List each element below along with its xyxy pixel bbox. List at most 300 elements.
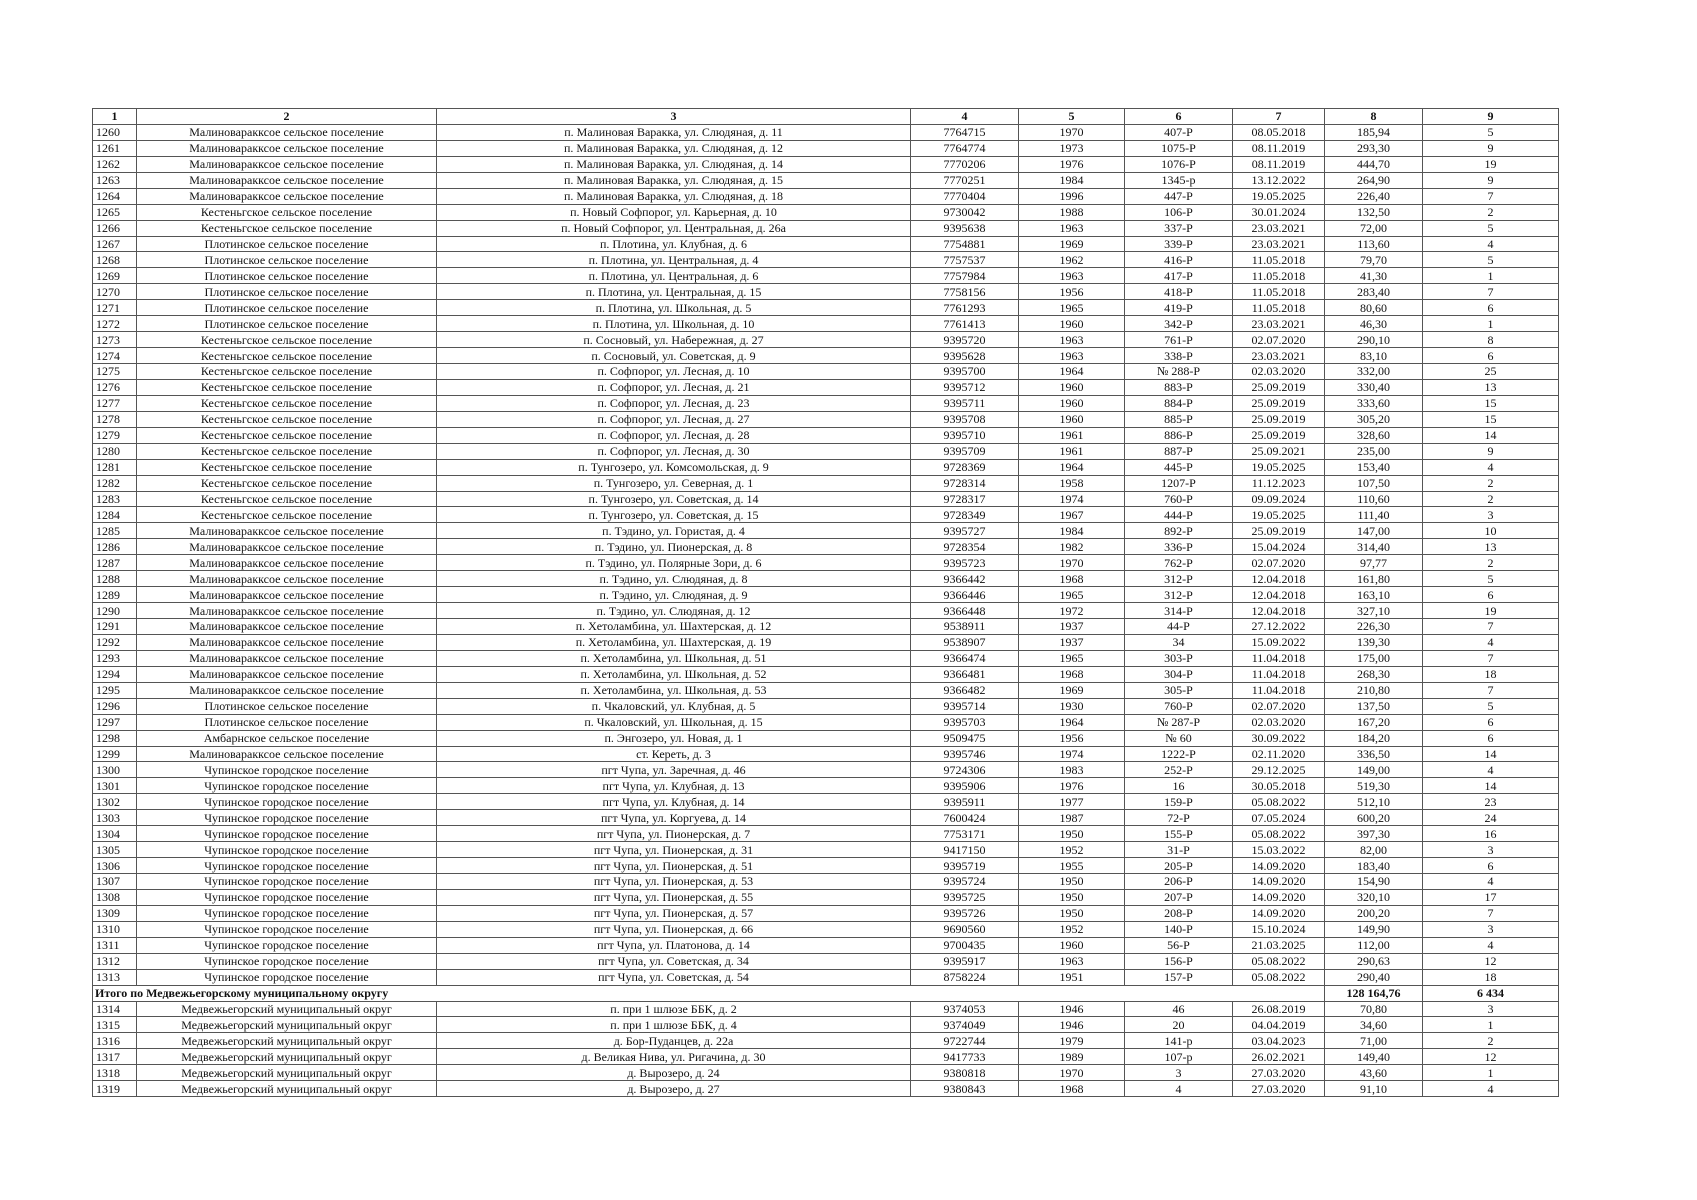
table-cell-col-9: 25 bbox=[1423, 364, 1559, 380]
table-cell-col-4: 7770404 bbox=[911, 188, 1019, 204]
table-cell-col-2: Кестеньгское сельское поселение bbox=[137, 491, 437, 507]
table-cell-col-1: 1269 bbox=[93, 268, 137, 284]
table-cell-col-8: 34,60 bbox=[1325, 1017, 1423, 1033]
table-cell-col-3: п. Тунгозеро, ул. Советская, д. 15 bbox=[437, 507, 911, 523]
table-cell-col-7: 11.04.2018 bbox=[1233, 682, 1325, 698]
table-cell-col-3: п. при 1 шлюзе ББК, д. 2 bbox=[437, 1001, 911, 1017]
table-cell-col-9: 5 bbox=[1423, 124, 1559, 140]
table-row bbox=[93, 459, 1559, 475]
table-cell-col-6: 760-Р bbox=[1125, 491, 1233, 507]
table-cell-col-2: Малиноваракксое сельское поселение bbox=[137, 634, 437, 650]
table-cell-col-9: 7 bbox=[1423, 682, 1559, 698]
table-row bbox=[93, 650, 1559, 666]
table-cell-col-8: 512,10 bbox=[1325, 794, 1423, 810]
table-cell-col-3: пгт Чупа, ул. Коргуева, д. 14 bbox=[437, 810, 911, 826]
table-cell-col-5: 1950 bbox=[1019, 874, 1125, 890]
total-blank-cell bbox=[1019, 985, 1125, 1001]
table-cell-col-1: 1299 bbox=[93, 746, 137, 762]
table-cell-col-3: пгт Чупа, ул. Пионерская, д. 57 bbox=[437, 905, 911, 921]
table-cell-col-6: 886-Р bbox=[1125, 427, 1233, 443]
table-row bbox=[93, 571, 1559, 587]
table-cell-col-9: 13 bbox=[1423, 539, 1559, 555]
table-cell-col-6: 418-Р bbox=[1125, 284, 1233, 300]
table-cell-col-7: 12.04.2018 bbox=[1233, 587, 1325, 603]
total-count: 6 434 bbox=[1423, 985, 1559, 1001]
table-cell-col-2: Малиноваракксое сельское поселение bbox=[137, 156, 437, 172]
table-row bbox=[93, 619, 1559, 635]
table-cell-col-4: 9395720 bbox=[911, 332, 1019, 348]
table-cell-col-4: 9395726 bbox=[911, 905, 1019, 921]
table-cell-col-5: 1930 bbox=[1019, 698, 1125, 714]
table-cell-col-4: 9366481 bbox=[911, 666, 1019, 682]
table-cell-col-6: 159-Р bbox=[1125, 794, 1233, 810]
table-cell-col-3: пгт Чупа, ул. Советская, д. 34 bbox=[437, 953, 911, 969]
table-cell-col-2: Медвежьегорский муниципальный округ bbox=[137, 1001, 437, 1017]
table-cell-col-7: 21.03.2025 bbox=[1233, 937, 1325, 953]
table-cell-col-2: Чупинское городское поселение bbox=[137, 874, 437, 890]
table-cell-col-8: 305,20 bbox=[1325, 411, 1423, 427]
table-cell-col-7: 09.09.2024 bbox=[1233, 491, 1325, 507]
table-cell-col-5: 1963 bbox=[1019, 953, 1125, 969]
table-cell-col-6: 44-Р bbox=[1125, 619, 1233, 635]
table-cell-col-7: 30.01.2024 bbox=[1233, 204, 1325, 220]
table-cell-col-9: 4 bbox=[1423, 874, 1559, 890]
table-cell-col-1: 1285 bbox=[93, 523, 137, 539]
table-cell-col-8: 111,40 bbox=[1325, 507, 1423, 523]
table-cell-col-2: Медвежьегорский муниципальный округ bbox=[137, 1033, 437, 1049]
table-cell-col-5: 1962 bbox=[1019, 252, 1125, 268]
table-cell-col-4: 9395719 bbox=[911, 858, 1019, 874]
table-cell-col-9: 17 bbox=[1423, 889, 1559, 905]
table-cell-col-3: п. Тэдино, ул. Слюдяная, д. 9 bbox=[437, 587, 911, 603]
table-cell-col-6: 314-Р bbox=[1125, 603, 1233, 619]
table-cell-col-1: 1318 bbox=[93, 1065, 137, 1081]
table-cell-col-3: п. Малиновая Варакка, ул. Слюдяная, д. 14 bbox=[437, 156, 911, 172]
header-cell: 5 bbox=[1019, 109, 1125, 125]
table-cell-col-1: 1288 bbox=[93, 571, 137, 587]
table-cell-col-5: 1970 bbox=[1019, 1065, 1125, 1081]
table-cell-col-8: 91,10 bbox=[1325, 1081, 1423, 1097]
table-cell-col-9: 15 bbox=[1423, 411, 1559, 427]
table-row bbox=[93, 810, 1559, 826]
table-cell-col-2: Медвежьегорский муниципальный округ bbox=[137, 1049, 437, 1065]
table-row bbox=[93, 539, 1559, 555]
table-cell-col-9: 1 bbox=[1423, 316, 1559, 332]
table-cell-col-2: Медвежьегорский муниципальный округ bbox=[137, 1065, 437, 1081]
table-cell-col-6: 157-Р bbox=[1125, 969, 1233, 985]
table-cell-col-7: 02.11.2020 bbox=[1233, 746, 1325, 762]
table-row bbox=[93, 443, 1559, 459]
table-cell-col-9: 2 bbox=[1423, 475, 1559, 491]
table-cell-col-5: 1956 bbox=[1019, 730, 1125, 746]
table-cell-col-5: 1950 bbox=[1019, 905, 1125, 921]
table-cell-col-9: 6 bbox=[1423, 858, 1559, 874]
table-cell-col-7: 11.05.2018 bbox=[1233, 284, 1325, 300]
table-cell-col-2: Чупинское городское поселение bbox=[137, 953, 437, 969]
total-blank-cell bbox=[1233, 985, 1325, 1001]
table-cell-col-2: Плотинское сельское поселение bbox=[137, 268, 437, 284]
table-row bbox=[93, 140, 1559, 156]
table-cell-col-3: п. Новый Софпорог, ул. Центральная, д. 26а bbox=[437, 220, 911, 236]
table-row bbox=[93, 842, 1559, 858]
table-row bbox=[93, 746, 1559, 762]
table-cell-col-4: 9728354 bbox=[911, 539, 1019, 555]
table-cell-col-2: Чупинское городское поселение bbox=[137, 921, 437, 937]
table-cell-col-6: 883-Р bbox=[1125, 379, 1233, 395]
table-cell-col-7: 25.09.2021 bbox=[1233, 443, 1325, 459]
table-cell-col-4: 7761293 bbox=[911, 300, 1019, 316]
table-cell-col-3: п. Тунгозеро, ул. Советская, д. 14 bbox=[437, 491, 911, 507]
table-cell-col-7: 08.11.2019 bbox=[1233, 156, 1325, 172]
table-row bbox=[93, 1033, 1559, 1049]
table-cell-col-4: 9395911 bbox=[911, 794, 1019, 810]
table-cell-col-6: 885-Р bbox=[1125, 411, 1233, 427]
table-cell-col-1: 1261 bbox=[93, 140, 137, 156]
table-cell-col-3: д. Бор-Пуданцев, д. 22а bbox=[437, 1033, 911, 1049]
table-cell-col-6: 337-Р bbox=[1125, 220, 1233, 236]
table-cell-col-8: 153,40 bbox=[1325, 459, 1423, 475]
table-cell-col-7: 02.07.2020 bbox=[1233, 698, 1325, 714]
table-cell-col-4: 9395746 bbox=[911, 746, 1019, 762]
table-cell-col-9: 8 bbox=[1423, 332, 1559, 348]
table-cell-col-1: 1276 bbox=[93, 379, 137, 395]
header-row bbox=[93, 109, 1559, 125]
table-cell-col-4: 9395638 bbox=[911, 220, 1019, 236]
table-cell-col-2: Малиноваракксое сельское поселение bbox=[137, 603, 437, 619]
table-cell-col-9: 5 bbox=[1423, 698, 1559, 714]
table-cell-col-5: 1989 bbox=[1019, 1049, 1125, 1065]
table-cell-col-4: 9374049 bbox=[911, 1017, 1019, 1033]
table-cell-col-9: 4 bbox=[1423, 937, 1559, 953]
table-cell-col-5: 1974 bbox=[1019, 746, 1125, 762]
table-cell-col-8: 444,70 bbox=[1325, 156, 1423, 172]
table-cell-col-1: 1312 bbox=[93, 953, 137, 969]
table-cell-col-4: 9395917 bbox=[911, 953, 1019, 969]
table-cell-col-3: п. Хетоламбина, ул. Школьная, д. 52 bbox=[437, 666, 911, 682]
total-row bbox=[93, 985, 1559, 1001]
table-cell-col-8: 327,10 bbox=[1325, 603, 1423, 619]
table-cell-col-6: 304-Р bbox=[1125, 666, 1233, 682]
table-cell-col-1: 1266 bbox=[93, 220, 137, 236]
header-cell: 3 bbox=[437, 109, 911, 125]
table-cell-col-6: 1345-р bbox=[1125, 172, 1233, 188]
table-row bbox=[93, 523, 1559, 539]
table-cell-col-3: п. Новый Софпорог, ул. Карьерная, д. 10 bbox=[437, 204, 911, 220]
table-row bbox=[93, 603, 1559, 619]
table-cell-col-3: п. Софпорог, ул. Лесная, д. 27 bbox=[437, 411, 911, 427]
table-cell-col-7: 05.08.2022 bbox=[1233, 953, 1325, 969]
table-cell-col-3: п. Софпорог, ул. Лесная, д. 10 bbox=[437, 364, 911, 380]
table-cell-col-1: 1302 bbox=[93, 794, 137, 810]
table-cell-col-9: 2 bbox=[1423, 555, 1559, 571]
table-row bbox=[93, 634, 1559, 650]
table-cell-col-9: 19 bbox=[1423, 156, 1559, 172]
table-cell-col-2: Малиноваракксое сельское поселение bbox=[137, 587, 437, 603]
table-cell-col-3: пгт Чупа, ул. Пионерская, д. 51 bbox=[437, 858, 911, 874]
table-row bbox=[93, 172, 1559, 188]
table-cell-col-3: п. Софпорог, ул. Лесная, д. 28 bbox=[437, 427, 911, 443]
table-cell-col-2: Чупинское городское поселение bbox=[137, 842, 437, 858]
table-cell-col-7: 19.05.2025 bbox=[1233, 188, 1325, 204]
table-cell-col-3: п. Тунгозеро, ул. Северная, д. 1 bbox=[437, 475, 911, 491]
table-cell-col-4: 9538911 bbox=[911, 619, 1019, 635]
table-cell-col-7: 25.09.2019 bbox=[1233, 523, 1325, 539]
table-cell-col-6: 884-Р bbox=[1125, 395, 1233, 411]
table-cell-col-8: 147,00 bbox=[1325, 523, 1423, 539]
table-cell-col-3: п. Софпорог, ул. Лесная, д. 23 bbox=[437, 395, 911, 411]
table-cell-col-1: 1263 bbox=[93, 172, 137, 188]
table-cell-col-3: п. Малиновая Варакка, ул. Слюдяная, д. 18 bbox=[437, 188, 911, 204]
table-cell-col-5: 1960 bbox=[1019, 316, 1125, 332]
table-row bbox=[93, 316, 1559, 332]
table-cell-col-5: 1984 bbox=[1019, 523, 1125, 539]
table-cell-col-6: 761-Р bbox=[1125, 332, 1233, 348]
table-cell-col-4: 9395708 bbox=[911, 411, 1019, 427]
table-row bbox=[93, 348, 1559, 364]
table-cell-col-9: 19 bbox=[1423, 603, 1559, 619]
table-cell-col-4: 7764715 bbox=[911, 124, 1019, 140]
table-cell-col-7: 19.05.2025 bbox=[1233, 459, 1325, 475]
table-cell-col-9: 2 bbox=[1423, 204, 1559, 220]
table-cell-col-1: 1317 bbox=[93, 1049, 137, 1065]
header-cell: 4 bbox=[911, 109, 1019, 125]
table-cell-col-5: 1977 bbox=[1019, 794, 1125, 810]
table-cell-col-5: 1967 bbox=[1019, 507, 1125, 523]
table-cell-col-3: пгт Чупа, ул. Пионерская, д. 31 bbox=[437, 842, 911, 858]
table-body-a bbox=[93, 124, 1559, 985]
table-cell-col-1: 1264 bbox=[93, 188, 137, 204]
table-row bbox=[93, 427, 1559, 443]
table-cell-col-9: 2 bbox=[1423, 491, 1559, 507]
table-cell-col-2: Чупинское городское поселение bbox=[137, 762, 437, 778]
table-cell-col-3: п. при 1 шлюзе ББК, д. 4 bbox=[437, 1017, 911, 1033]
header-cell: 2 bbox=[137, 109, 437, 125]
table-cell-col-8: 132,50 bbox=[1325, 204, 1423, 220]
table-cell-col-8: 149,40 bbox=[1325, 1049, 1423, 1065]
table-cell-col-9: 16 bbox=[1423, 826, 1559, 842]
table-cell-col-8: 70,80 bbox=[1325, 1001, 1423, 1017]
table-cell-col-2: Плотинское сельское поселение bbox=[137, 236, 437, 252]
table-cell-col-9: 10 bbox=[1423, 523, 1559, 539]
table-cell-col-9: 5 bbox=[1423, 252, 1559, 268]
table-cell-col-3: пгт Чупа, ул. Пионерская, д. 55 bbox=[437, 889, 911, 905]
table-cell-col-9: 12 bbox=[1423, 1049, 1559, 1065]
table-cell-col-7: 27.03.2020 bbox=[1233, 1081, 1325, 1097]
table-cell-col-5: 1964 bbox=[1019, 714, 1125, 730]
table-cell-col-2: Кестеньгское сельское поселение bbox=[137, 475, 437, 491]
table-cell-col-9: 4 bbox=[1423, 634, 1559, 650]
table-row bbox=[93, 953, 1559, 969]
table-cell-col-4: 9700435 bbox=[911, 937, 1019, 953]
table-cell-col-7: 25.09.2019 bbox=[1233, 427, 1325, 443]
table-cell-col-3: пгт Чупа, ул. Пионерская, д. 53 bbox=[437, 874, 911, 890]
table-cell-col-5: 1946 bbox=[1019, 1001, 1125, 1017]
table-cell-col-9: 12 bbox=[1423, 953, 1559, 969]
table-cell-col-3: пгт Чупа, ул. Клубная, д. 14 bbox=[437, 794, 911, 810]
table-cell-col-4: 9395727 bbox=[911, 523, 1019, 539]
table-cell-col-2: Кестеньгское сельское поселение bbox=[137, 411, 437, 427]
table-cell-col-7: 02.03.2020 bbox=[1233, 364, 1325, 380]
table-cell-col-1: 1306 bbox=[93, 858, 137, 874]
table-cell-col-5: 1976 bbox=[1019, 156, 1125, 172]
table-cell-col-6: 207-Р bbox=[1125, 889, 1233, 905]
table-cell-col-5: 1960 bbox=[1019, 379, 1125, 395]
table-cell-col-1: 1286 bbox=[93, 539, 137, 555]
total-blank-cell bbox=[1125, 985, 1233, 1001]
table-cell-col-9: 18 bbox=[1423, 969, 1559, 985]
table-cell-col-2: Малиноваракксое сельское поселение bbox=[137, 172, 437, 188]
table-cell-col-8: 519,30 bbox=[1325, 778, 1423, 794]
table-cell-col-4: 7757537 bbox=[911, 252, 1019, 268]
table-cell-col-8: 290,10 bbox=[1325, 332, 1423, 348]
table-cell-col-4: 9417150 bbox=[911, 842, 1019, 858]
table-cell-col-6: 312-Р bbox=[1125, 587, 1233, 603]
table-cell-col-8: 175,00 bbox=[1325, 650, 1423, 666]
table-cell-col-6: 1207-Р bbox=[1125, 475, 1233, 491]
table-cell-col-6: 205-Р bbox=[1125, 858, 1233, 874]
table-cell-col-6: 16 bbox=[1125, 778, 1233, 794]
table-cell-col-7: 02.03.2020 bbox=[1233, 714, 1325, 730]
table-cell-col-9: 4 bbox=[1423, 762, 1559, 778]
table-cell-col-5: 1973 bbox=[1019, 140, 1125, 156]
table-cell-col-2: Чупинское городское поселение bbox=[137, 937, 437, 953]
table-row bbox=[93, 507, 1559, 523]
table-row bbox=[93, 794, 1559, 810]
table-cell-col-5: 1963 bbox=[1019, 332, 1125, 348]
table-cell-col-3: д. Вырозеро, д. 27 bbox=[437, 1081, 911, 1097]
table-cell-col-3: п. Тэдино, ул. Пионерская, д. 8 bbox=[437, 539, 911, 555]
table-cell-col-9: 5 bbox=[1423, 220, 1559, 236]
table-cell-col-7: 13.12.2022 bbox=[1233, 172, 1325, 188]
table-cell-col-4: 9728349 bbox=[911, 507, 1019, 523]
table-cell-col-8: 314,40 bbox=[1325, 539, 1423, 555]
table-cell-col-1: 1314 bbox=[93, 1001, 137, 1017]
table-row bbox=[93, 587, 1559, 603]
table-cell-col-4: 9395906 bbox=[911, 778, 1019, 794]
table-cell-col-9: 7 bbox=[1423, 188, 1559, 204]
table-row bbox=[93, 284, 1559, 300]
table-cell-col-3: п. Сосновый, ул. Советская, д. 9 bbox=[437, 348, 911, 364]
table-cell-col-8: 97,77 bbox=[1325, 555, 1423, 571]
table-cell-col-5: 1968 bbox=[1019, 571, 1125, 587]
table-cell-col-5: 1960 bbox=[1019, 395, 1125, 411]
table-cell-col-8: 113,60 bbox=[1325, 236, 1423, 252]
table-cell-col-2: Чупинское городское поселение bbox=[137, 969, 437, 985]
table-cell-col-5: 1963 bbox=[1019, 348, 1125, 364]
table-cell-col-1: 1289 bbox=[93, 587, 137, 603]
table-cell-col-8: 332,00 bbox=[1325, 364, 1423, 380]
table-cell-col-3: п. Чкаловский, ул. Школьная, д. 15 bbox=[437, 714, 911, 730]
table-row bbox=[93, 475, 1559, 491]
table-cell-col-5: 1961 bbox=[1019, 443, 1125, 459]
table-cell-col-3: пгт Чупа, ул. Платонова, д. 14 bbox=[437, 937, 911, 953]
table-cell-col-9: 18 bbox=[1423, 666, 1559, 682]
table-cell-col-1: 1267 bbox=[93, 236, 137, 252]
table-cell-col-6: № 287-Р bbox=[1125, 714, 1233, 730]
header-cell: 1 bbox=[93, 109, 137, 125]
header-cell: 6 bbox=[1125, 109, 1233, 125]
table-cell-col-2: Кестеньгское сельское поселение bbox=[137, 220, 437, 236]
table-cell-col-2: Кестеньгское сельское поселение bbox=[137, 427, 437, 443]
table-cell-col-9: 4 bbox=[1423, 1081, 1559, 1097]
table-row bbox=[93, 937, 1559, 953]
table-cell-col-1: 1319 bbox=[93, 1081, 137, 1097]
table-cell-col-6: 338-Р bbox=[1125, 348, 1233, 364]
table-cell-col-7: 15.04.2024 bbox=[1233, 539, 1325, 555]
table-row bbox=[93, 188, 1559, 204]
table-cell-col-7: 11.04.2018 bbox=[1233, 650, 1325, 666]
table-row bbox=[93, 1017, 1559, 1033]
table-cell-col-2: Малиноваракксое сельское поселение bbox=[137, 746, 437, 762]
table-cell-col-2: Кестеньгское сельское поселение bbox=[137, 204, 437, 220]
table-cell-col-7: 15.09.2022 bbox=[1233, 634, 1325, 650]
table-cell-col-9: 1 bbox=[1423, 268, 1559, 284]
table-cell-col-8: 210,80 bbox=[1325, 682, 1423, 698]
table-cell-col-6: 34 bbox=[1125, 634, 1233, 650]
table-cell-col-7: 12.04.2018 bbox=[1233, 603, 1325, 619]
table-cell-col-2: Малиноваракксое сельское поселение bbox=[137, 124, 437, 140]
table-cell-col-1: 1296 bbox=[93, 698, 137, 714]
table-cell-col-2: Малиноваракксое сельское поселение bbox=[137, 555, 437, 571]
table-cell-col-7: 12.04.2018 bbox=[1233, 571, 1325, 587]
table-cell-col-2: Чупинское городское поселение bbox=[137, 778, 437, 794]
table-cell-col-5: 1972 bbox=[1019, 603, 1125, 619]
table-cell-col-3: д. Великая Нива, ул. Ригачина, д. 30 bbox=[437, 1049, 911, 1065]
table-cell-col-5: 1968 bbox=[1019, 1081, 1125, 1097]
table-cell-col-8: 72,00 bbox=[1325, 220, 1423, 236]
table-cell-col-6: № 60 bbox=[1125, 730, 1233, 746]
table-cell-col-9: 7 bbox=[1423, 650, 1559, 666]
table-cell-col-1: 1277 bbox=[93, 395, 137, 411]
table-cell-col-4: 9395709 bbox=[911, 443, 1019, 459]
table-cell-col-1: 1305 bbox=[93, 842, 137, 858]
table-cell-col-1: 1284 bbox=[93, 507, 137, 523]
table-body-b bbox=[93, 1001, 1559, 1097]
table-cell-col-2: Кестеньгское сельское поселение bbox=[137, 459, 437, 475]
table-cell-col-1: 1282 bbox=[93, 475, 137, 491]
table-cell-col-5: 1965 bbox=[1019, 587, 1125, 603]
table-cell-col-1: 1272 bbox=[93, 316, 137, 332]
table-cell-col-2: Плотинское сельское поселение bbox=[137, 252, 437, 268]
table-row bbox=[93, 889, 1559, 905]
table-cell-col-8: 149,00 bbox=[1325, 762, 1423, 778]
table-cell-col-6: 1222-Р bbox=[1125, 746, 1233, 762]
table-cell-col-2: Малиноваракксое сельское поселение bbox=[137, 650, 437, 666]
total-area: 128 164,76 bbox=[1325, 985, 1423, 1001]
table-cell-col-1: 1281 bbox=[93, 459, 137, 475]
table-cell-col-2: Кестеньгское сельское поселение bbox=[137, 379, 437, 395]
table-cell-col-6: 892-Р bbox=[1125, 523, 1233, 539]
table-cell-col-4: 8758224 bbox=[911, 969, 1019, 985]
table-cell-col-8: 328,60 bbox=[1325, 427, 1423, 443]
table-cell-col-8: 46,30 bbox=[1325, 316, 1423, 332]
table-cell-col-7: 27.03.2020 bbox=[1233, 1065, 1325, 1081]
table-cell-col-7: 11.05.2018 bbox=[1233, 252, 1325, 268]
table-cell-col-1: 1293 bbox=[93, 650, 137, 666]
table-cell-col-5: 1963 bbox=[1019, 220, 1125, 236]
table-cell-col-5: 1988 bbox=[1019, 204, 1125, 220]
table-cell-col-4: 9366482 bbox=[911, 682, 1019, 698]
table-cell-col-2: Плотинское сельское поселение bbox=[137, 284, 437, 300]
table-cell-col-4: 7770206 bbox=[911, 156, 1019, 172]
table-cell-col-4: 7758156 bbox=[911, 284, 1019, 300]
table-cell-col-8: 235,00 bbox=[1325, 443, 1423, 459]
table-cell-col-4: 9366446 bbox=[911, 587, 1019, 603]
table-cell-col-7: 08.05.2018 bbox=[1233, 124, 1325, 140]
table-cell-col-6: 72-Р bbox=[1125, 810, 1233, 826]
table-cell-col-1: 1290 bbox=[93, 603, 137, 619]
table-cell-col-4: 9395724 bbox=[911, 874, 1019, 890]
